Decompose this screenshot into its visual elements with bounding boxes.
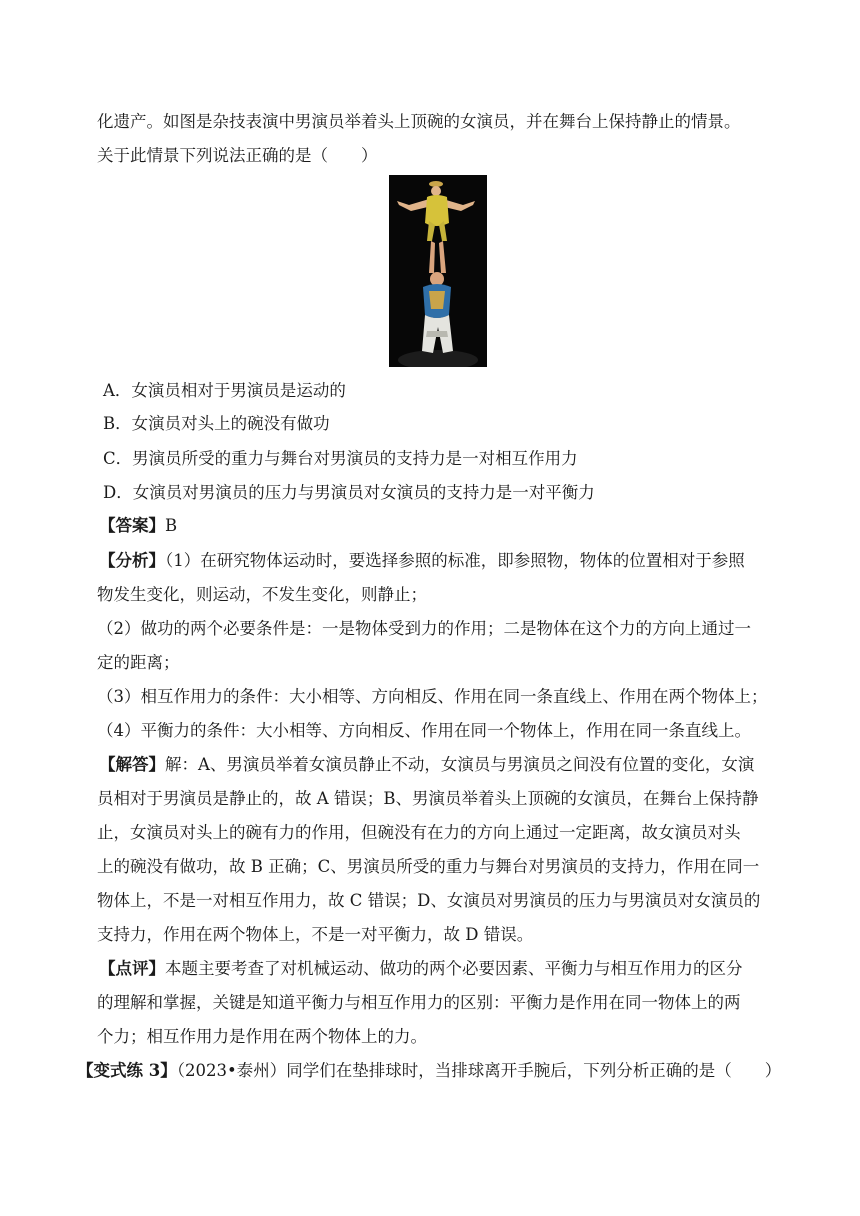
solution-text: 解：A、男演员举着女演员静止不动，女演员与男演员之间没有位置的变化，女演 (165, 755, 755, 774)
option-a: A．女演员相对于男演员是运动的 (103, 381, 346, 400)
comment-line-1 (99, 958, 743, 980)
solution-line-4: 上的碗没有做功，故 B 正确；C、男演员所受的重力与舞台对男演员的支持力，作用在同一 (97, 857, 760, 876)
answer-value: B (165, 516, 178, 535)
comment-label: 【点评】 (99, 959, 165, 978)
question-intro-line-2: 关于此情景下列说法正确的是（ ） (97, 146, 378, 165)
option-b: B．女演员对头上的碗没有做功 (103, 414, 330, 433)
solution-line-3: 止，女演员对头上的碗有力的作用，但碗没有在力的方向上通过一定距离，故女演员对头 (97, 823, 741, 842)
solution-line-2: 员相对于男演员是静止的，故 A 错误；B、男演员举着头上顶碗的女演员，在舞台上保持静 (97, 789, 759, 808)
next-question-text: （2023•泰州）同学们在垫排球时，当排球离开手腕后，下列分析正确的是（ ） (176, 1061, 782, 1080)
analysis-text: （1）在研究物体运动时，要选择参照的标准，即参照物，物体的位置相对于参照 (165, 551, 745, 570)
answer-line (99, 515, 177, 537)
next-question (77, 1060, 781, 1082)
acrobatics-illustration (389, 175, 487, 367)
question-intro-line-1: 化遗产。如图是杂技表演中男演员举着头上顶碗的女演员，并在舞台上保持静止的情景。 (97, 112, 741, 131)
analysis-line-3: （2）做功的两个必要条件是：一是物体受到力的作用；二是物体在这个力的方向上通过一 (97, 619, 751, 638)
analysis-line-1 (99, 550, 745, 572)
next-question-label: 【变式练 3】 (77, 1061, 177, 1080)
comment-text: 本题主要考查了对机械运动、做功的两个必要因素、平衡力与相互作用力的区分 (165, 959, 743, 978)
comment-line-2: 的理解和掌握，关键是知道平衡力与相互作用力的区别：平衡力是作用在同一物体上的两 (97, 993, 741, 1012)
acrobatics-photo (389, 175, 487, 367)
option-d: D．女演员对男演员的压力与男演员对女演员的支持力是一对平衡力 (103, 483, 595, 502)
analysis-line-6: （4）平衡力的条件：大小相等、方向相反、作用在同一个物体上，作用在同一条直线上。 (97, 721, 751, 740)
comment-line-3: 个力；相互作用力是作用在两个物体上的力。 (97, 1027, 427, 1046)
solution-line-1 (99, 754, 754, 776)
solution-label: 【解答】 (99, 755, 165, 774)
analysis-line-5: （3）相互作用力的条件：大小相等、方向相反、作用在同一条直线上、作用在两个物体上； (97, 687, 768, 706)
analysis-line-2: 物发生变化，则运动，不发生变化，则静止； (97, 585, 427, 604)
option-c: C．男演员所受的重力与舞台对男演员的支持力是一对相互作用力 (103, 449, 578, 468)
analysis-label: 【分析】 (99, 551, 165, 570)
solution-line-5: 物体上，不是一对相互作用力，故 C 错误；D、女演员对男演员的压力与男演员对女演员的 (97, 891, 761, 910)
analysis-line-4: 定的距离； (97, 653, 180, 672)
solution-line-6: 支持力，作用在两个物体上，不是一对平衡力，故 D 错误。 (97, 925, 534, 944)
answer-label: 【答案】 (99, 516, 165, 535)
